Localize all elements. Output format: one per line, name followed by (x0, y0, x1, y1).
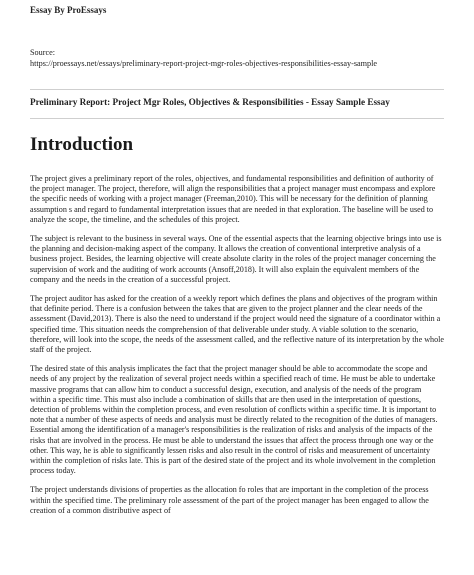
divider-bottom (30, 118, 444, 119)
document-title: Preliminary Report: Project Mgr Roles, Objectives & Responsibilities - Essay Sample Essay (30, 97, 390, 107)
paragraph: The project auditor has asked for the creation of a weekly report which defines the plans and objectives of the program within that definite period. There is a confusion between the takes that are given to the project planner and the clear needs of the assessment (David,2013). There is also the need to understand if the project would need the signature of a coordinator within a specified time. This situation needs the comprehension of that deliverable under study. A viable solution to the scenario, therefore, will look into the scope, the needs of the assessment called, and the reflective nature of its interpretation by the whole staff of the project. (30, 294, 444, 355)
paragraph: The desired state of this analysis implicates the fact that the project manager should be able to accommodate the scope and needs of any project by the realization of several project needs within a specified reach of time. He must be able to undertake massive programs that can allow him to conduct a successful design, execution, and analysis of the needs of the program within a specific time. This must also include a combination of skills that are then used in the interpretation of questions, detection of problems within the completion process, and even resolution of conflicts within a specific time. It is important to note that a number of these aspects of needs and analysis must be directly related to the recognition of the duties of managers. Essential among the identification of a manager's responsibilities is the realization of risks and analysis of the impacts of the risks that are involved in the process. He must be able to understand the issues that affect the process through one way or the other. This way, he is able to significantly lessen risks and also result in the control of risks and measurement of uncertainty within the completion of risks late. This is part of the desired state of the project and its whole involvement in the completion process today. (30, 364, 438, 476)
paragraph: The subject is relevant to the business in several ways. One of the essential aspects that the learning objective brings into use is the planning and decision-making aspect of the company. It allows the creation of conventional interpretive analysis of a business project. Besides, the learning objective will create absolute clarity in the roles of the project manager concerning the supervision of work and the auditing of work accounts (Ansoff,2018). It will also explain the equivalent members of the company and the needs in the creation of a successful project. (30, 234, 442, 284)
divider-top (30, 89, 444, 90)
paragraph: The project understands divisions of properties as the allocation fo roles that are important in the completion of the process within the specified time. The preliminary role assessment of the part of the project manager has been engaged to allow the creation of a common distributive aspect of (30, 485, 429, 515)
source-block (30, 47, 444, 69)
paragraph: The project gives a preliminary report of the roles, objectives, and fundamental responsibilities and definition of authority of the project manager. The project, therefore, will align the responsibilities that a project manager must encompass and explore the specific needs of working with a project manager (Freeman,2010). This will be necessary for the definition of planning assumption s and regard to fundamental interpretation issues that are needed in that exploration. The baseline will be used to analyze the scope, the timeline, and the schedules of this project. (30, 174, 436, 224)
source-url[interactable]: https://proessays.net/essays/preliminary-report-project-mgr-roles-objectives-responsibilities-essay-sample (30, 59, 378, 68)
section-heading: Introduction (30, 134, 134, 155)
essay-body (30, 174, 444, 525)
brand-label: Essay By ProEssays (30, 5, 107, 15)
source-label: Source: (30, 48, 56, 57)
